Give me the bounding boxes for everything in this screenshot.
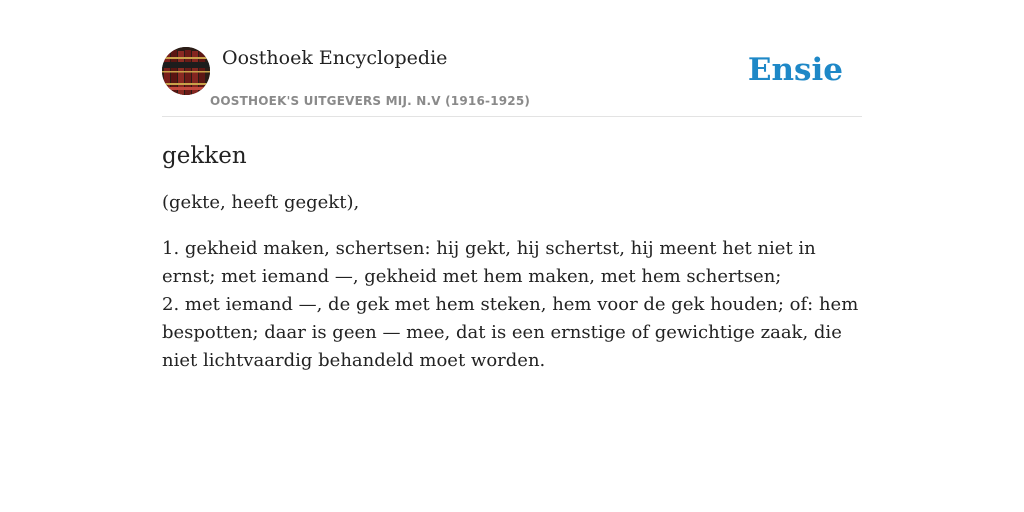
entry-grammar: (gekte, heeft gegekt), xyxy=(162,192,360,213)
source-name[interactable]: Oosthoek Encyclopedie xyxy=(222,47,448,69)
definition-item: 1. gekheid maken, schertsen: hij gekt, hij schertst, hij meent het niet in ernst; met iemand —, gekheid met hem maken, met hem schertsen; xyxy=(162,238,816,287)
source-avatar[interactable] xyxy=(162,47,210,95)
entry-header xyxy=(162,46,862,117)
entry-title: gekken xyxy=(162,143,247,169)
entry-card xyxy=(162,46,862,375)
entry-definitions xyxy=(162,235,862,375)
source-publisher: OOSTHOEK'S UITGEVERS MIJ. N.V (1916-1925) xyxy=(210,94,531,108)
definition-item: 2. met iemand —, de gek met hem steken, hem voor de gek houden; of: hem bespotten; daar is geen — mee, dat is een ernstige of gewichtige zaak, die niet lichtvaardig behandeld moet worden. xyxy=(162,294,859,371)
brand-logo[interactable]: Ensie xyxy=(747,52,843,88)
book-spines-icon xyxy=(162,47,210,95)
